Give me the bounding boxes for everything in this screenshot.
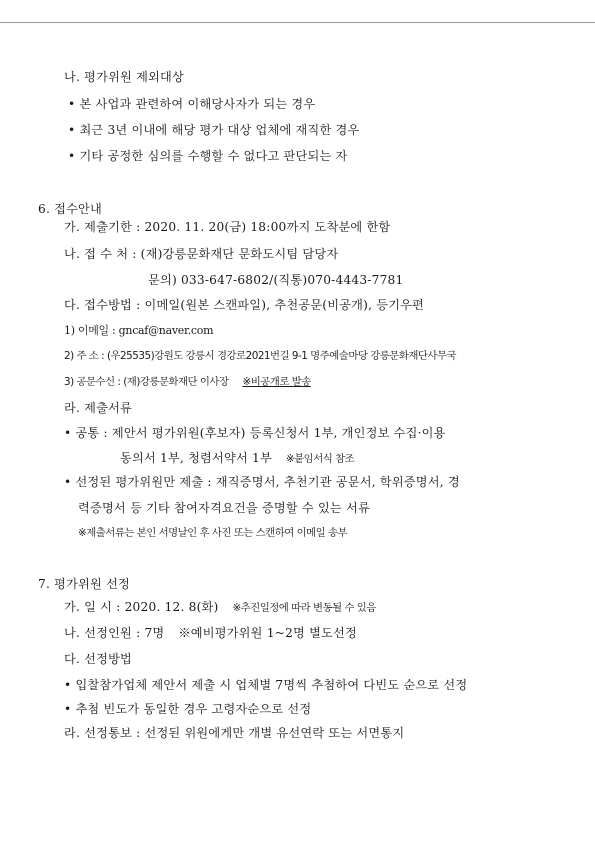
list-item: • 선정된 평가위원만 제출 : 재직증명서, 추천기관 공문서, 학위증명서, 경 — [64, 475, 460, 489]
attachment-note: ※붙임서식 참조 — [285, 453, 355, 465]
exclusion-heading: 나. 평가위원 제외대상 — [64, 70, 184, 84]
date-note: ※추진일정에 따라 변동될 수 있음 — [232, 602, 376, 614]
phone-line: 문의) 033-647-6802/(직통)070-4443-7781 — [148, 273, 404, 287]
selection-method-heading: 다. 선정방법 — [64, 652, 133, 666]
contact-line: 나. 접 수 처 : (재)강릉문화재단 문화도시팀 담당자 — [64, 247, 339, 261]
email-line: 1) 이메일 : gncaf@naver.com — [64, 324, 214, 337]
official-recipient-line — [64, 374, 311, 390]
date-text: 가. 일 시 : 2020. 12. 8(화) — [64, 600, 219, 614]
count-text: 나. 선정인원 : 7명 — [64, 626, 165, 640]
list-item: • 추첨 빈도가 동일한 경우 고령자순으로 선정 — [64, 702, 312, 716]
date-line — [64, 599, 376, 616]
submission-note: ※제출서류는 본인 서명날인 후 사진 또는 스캔하여 이메일 송부 — [78, 527, 348, 539]
list-item: • 본 사업과 관련하여 이해당사자가 되는 경우 — [68, 97, 316, 111]
section-6-heading: 6. 접수안내 — [38, 202, 102, 216]
deadline-line: 가. 제출기한 : 2020. 11. 20(금) 18:00까지 도착분에 한함 — [64, 220, 391, 234]
common-line-2 — [120, 450, 354, 467]
method-line: 다. 접수방법 : 이메일(원본 스캔파일), 추천공문(비공개), 등기우편 — [64, 298, 425, 312]
top-rule — [0, 22, 595, 23]
documents-heading: 라. 제출서류 — [64, 401, 133, 415]
section-7-heading: 7. 평가위원 선정 — [38, 577, 131, 591]
list-item: • 입찰참가업체 제안서 제출 시 업체별 7명씩 추첨하여 다빈도 순으로 선정 — [64, 678, 468, 692]
selected-line-2: 력증명서 등 기타 참여자격요건을 증명할 수 있는 서류 — [78, 501, 370, 515]
count-note: ※예비평가위원 1~2명 별도선정 — [178, 626, 357, 640]
list-item: • 기타 공정한 심의를 수행할 수 없다고 판단되는 자 — [68, 149, 348, 163]
list-item: • 최근 3년 이내에 해당 평가 대상 업체에 재직한 경우 — [68, 123, 360, 137]
common-line-2-text: 동의서 1부, 청렴서약서 1부 — [120, 451, 272, 465]
address-line: 2) 주 소 : (우25535)강원도 강릉시 경강로2021번길 9-1 명주예술마당 강릉문화재단사무국 — [64, 350, 457, 362]
list-item: • 공통 : 제안서 평가위원(후보자) 등록신청서 1부, 개인정보 수집·이용 — [64, 426, 446, 440]
count-line — [64, 625, 357, 641]
notice-line: 라. 선정통보 : 선정된 위원에게만 개별 유선연락 또는 서면통지 — [64, 726, 405, 740]
official-recipient-note: ※비공개로 발송 — [242, 376, 311, 388]
official-recipient-text: 3) 공문수신 : (재)강릉문화재단 이사장 — [64, 376, 229, 388]
